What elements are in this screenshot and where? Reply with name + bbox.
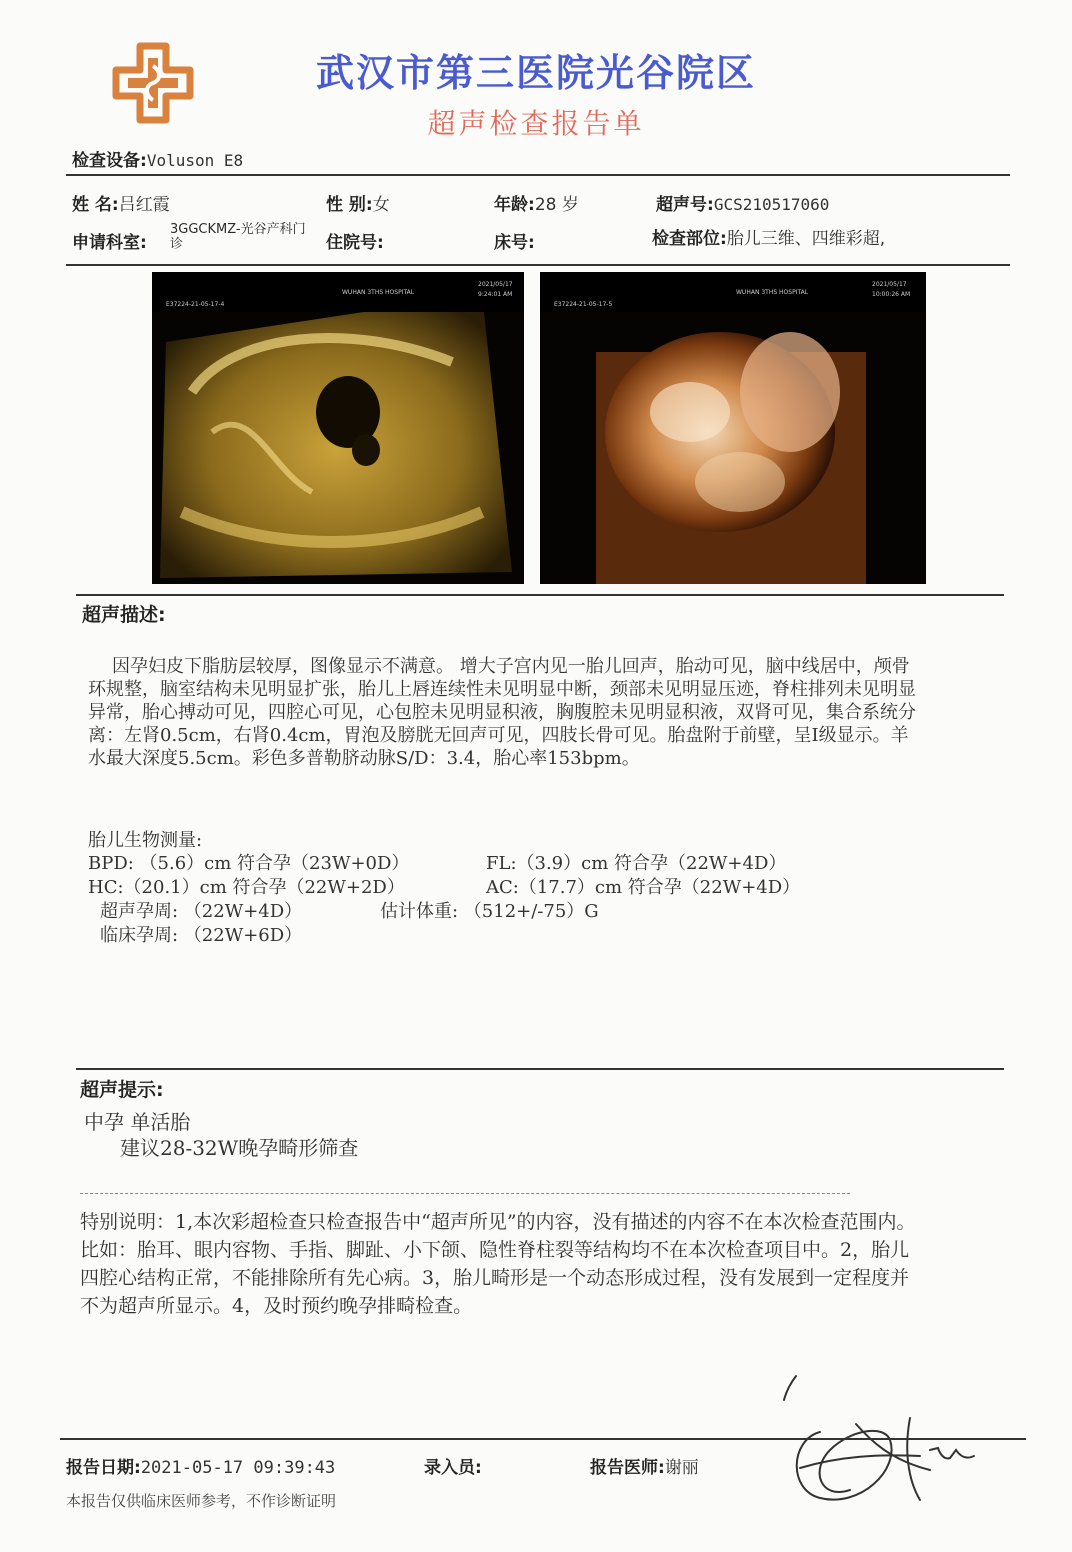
report-doctor-value: 谢丽: [664, 1458, 699, 1478]
patient-name-field: [72, 190, 170, 215]
conclusion-line-2: 建议28-32W晚孕畸形筛查: [120, 1136, 359, 1160]
patient-age-label: 年龄:: [494, 195, 535, 215]
estimated-fetal-weight: 估计体重: （512+/-75）G: [380, 901, 599, 922]
patient-name-label: 姓 名:: [72, 195, 119, 215]
image-right-date: 2021/05/17: [872, 281, 907, 288]
device-value: Voluson E8: [146, 151, 244, 170]
conclusion-line-1: 中孕 单活胎: [84, 1110, 191, 1134]
dashed-divider: [80, 1193, 850, 1194]
bed-number-label: 床号:: [494, 233, 535, 253]
exam-part-value: 胎儿三维、四维彩超,: [726, 229, 886, 249]
hospital-name: 武汉市第三医院光谷院区: [315, 50, 756, 95]
patient-age-field: [494, 190, 579, 215]
image-left-date: 2021/05/17: [478, 281, 513, 288]
ultrasound-gestational-age: 超声孕周: （22W+4D）: [100, 901, 303, 922]
disclaimer: 本报告仅供临床医师参考，不作诊断证明: [66, 1492, 337, 1510]
divider-top: [66, 174, 1010, 176]
ultrasound-number-field: [656, 190, 829, 215]
divider-footer: [60, 1438, 1026, 1440]
divider-patient: [66, 264, 1010, 266]
image-left-patient-id: E37224-21-05-17-4: [166, 301, 225, 308]
image-right-time: 10:00:26 AM: [872, 291, 911, 298]
department-field: [72, 228, 147, 253]
exam-part-label: 检查部位:: [652, 229, 727, 249]
report-doctor-field: [590, 1453, 699, 1478]
description-paragraph: 因孕妇皮下脂肪层较厚，图像显示不满意。 增大子宫内见一胎儿回声，胎动可见，脑中线居中，颅骨环规整，脑室结构未见明显扩张，胎儿上唇连续性未见明显中断，颈部未见明显压迹，脊柱排列未见明显异常，胎心搏动可见，四腔心可见，心包腔未见明显积液，胸腹腔未见明显积液，双肾可见，集合系统分离：左肾0.5cm，右肾0.4cm，胃泡及膀胱无回声可见，四肢长骨可见。胎盘附于前壁，呈I级显示。羊水最大深度5.5cm。彩色多普勒脐动脉S/D：3.4，胎心率153bpm。: [88, 656, 916, 769]
inpatient-number-field: [326, 228, 384, 253]
divider-conclusion: [76, 1068, 1004, 1070]
image-right-patient-id: E37224-21-05-17-5: [554, 301, 613, 308]
measurement-hc: HC:（20.1）cm 符合孕（22W+2D）: [88, 877, 405, 898]
report-title: 超声检查报告单: [427, 107, 645, 140]
image-left-hospital: WUHAN 3THS HOSPITAL: [342, 289, 415, 296]
device-field: [72, 146, 243, 171]
device-label: 检查设备:: [72, 151, 147, 171]
exam-part-field: [652, 224, 885, 249]
inpatient-number-label: 住院号:: [326, 233, 384, 253]
ultrasound-image-2d: [152, 272, 524, 584]
entry-clerk-label: 录入员:: [424, 1458, 482, 1478]
report-date-value: 2021-05-17 09:39:43: [140, 1458, 336, 1478]
measurement-bpd: BPD: （5.6）cm 符合孕（23W+0D）: [88, 853, 410, 874]
clinical-gestational-age: 临床孕周: （22W+6D）: [100, 925, 303, 946]
patient-sex-field: [326, 190, 390, 215]
measurement-ac: AC:（17.7）cm 符合孕（22W+4D）: [486, 877, 801, 898]
image-left-time: 9:24:01 AM: [478, 291, 513, 298]
patient-sex-value: 女: [372, 195, 390, 215]
patient-name-value: 吕红霞: [118, 195, 170, 215]
conclusion-title: 超声提示:: [80, 1079, 164, 1101]
handwritten-signature-icon: [760, 1370, 1000, 1520]
entry-clerk-field: [424, 1453, 482, 1478]
report-date-field: [66, 1453, 335, 1478]
ultrasound-number-label: 超声号:: [656, 195, 714, 215]
patient-age-value: 28 岁: [534, 195, 579, 215]
ultrasound-number-value: GCS210517060: [713, 195, 830, 214]
report-doctor-label: 报告医师:: [590, 1458, 665, 1478]
image-right-hospital: WUHAN 3THS HOSPITAL: [736, 289, 809, 296]
description-body: [88, 655, 918, 770]
ultrasound-image-3d: [540, 272, 926, 584]
description-title: 超声描述:: [82, 604, 166, 626]
bed-number-field: [494, 228, 535, 253]
special-note: 特别说明：1,本次彩超检查只检查报告中“超声所见”的内容，没有描述的内容不在本次检查范围内。比如：胎耳、眼内容物、手指、脚趾、小下颌、隐性脊柱裂等结构均不在本次检查项目中。2，胎儿四腔心结构正常，不能排除所有先心病。3，胎儿畸形是一个动态形成过程，没有发展到一定程度并不为超声所显示。4，及时预约晚孕排畸检查。: [80, 1211, 916, 1317]
patient-sex-label: 性 别:: [326, 195, 373, 215]
divider-description: [76, 594, 1004, 596]
department-label: 申请科室:: [72, 233, 147, 253]
department-value: 3GGCKMZ-光谷产科门诊: [170, 222, 306, 252]
measurement-fl: FL:（3.9）cm 符合孕（22W+4D）: [486, 853, 787, 874]
biometry-title: 胎儿生物测量:: [88, 830, 203, 851]
report-date-label: 报告日期:: [66, 1458, 141, 1478]
